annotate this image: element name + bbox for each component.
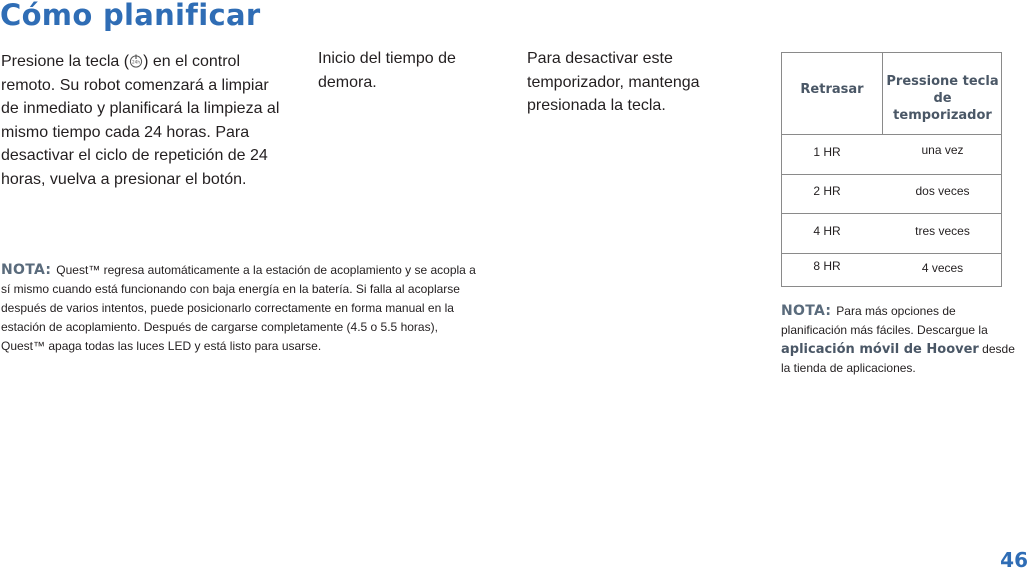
table-cell-presses: 4 veces (921, 261, 964, 275)
schedule-instructions-rest: ) en el control remoto. Su robot comenzará a limpiar de inmediato y planificará la limpieza al mismo tiempo cada 24 horas. Para desactivar el ciclo de repetición de 24 horas, vuelva a presionar el botón. (1, 53, 280, 188)
table-cell-presses: dos veces (915, 184, 970, 198)
schedule-instructions-start: Presione la tecla ( (1, 53, 130, 70)
svg-text:24h: 24h (132, 59, 141, 65)
table-cell-presses: tres veces (915, 224, 970, 238)
table-row-divider (782, 213, 1001, 214)
power-24h-icon (129, 54, 143, 68)
table-header-divider (782, 134, 1001, 135)
table-cell-delay: 4 HR (813, 224, 841, 238)
docking-note-text: Quest™ regresa automáticamente a la estación de acoplamiento y se acopla a sí mismo cuando está funcionando con baja energía en la batería. Si falla al acoplarse después de varios intentos, puede posicionarlo correctamente en forma manual en la estación de acoplamiento. Después de cargarse completamente (4.5 o 5.5 horas), Quest™ apaga todas las luces LED y está listo para usarse. (1, 263, 476, 353)
app-note-text-end: desde la tienda de aplicaciones. (781, 342, 1015, 375)
table-cell-delay: 2 HR (813, 184, 841, 198)
app-note-text: Para más opciones de planificación más fáciles. Descargue la (781, 304, 988, 337)
table-header-press-key: Pressione tecla de temporizador (886, 74, 999, 123)
page-number: 46 (1000, 548, 1028, 572)
table-row-divider (782, 253, 1001, 254)
table-cell-presses: una vez (921, 143, 964, 157)
delay-start-text: Inicio del tiempo de demora. (318, 50, 456, 91)
app-note (781, 302, 1019, 378)
schedule-instructions (1, 50, 283, 191)
delay-timer-table (781, 52, 1002, 287)
deactivate-timer-text: Para desactivar este temporizador, mantenga presionada la tecla. (527, 50, 700, 114)
table-cell-delay: 8 HR (813, 259, 841, 273)
note-label: NOTA: (781, 303, 832, 319)
table-header-delay: Retrasar (800, 82, 864, 97)
docking-note (1, 261, 481, 356)
table-cell-delay: 1 HR (813, 145, 841, 159)
note-label: NOTA: (1, 262, 52, 278)
page-title: Cómo planificar (0, 0, 261, 32)
table-row-divider (782, 174, 1001, 175)
app-name: aplicación móvil de Hoover (781, 342, 979, 357)
